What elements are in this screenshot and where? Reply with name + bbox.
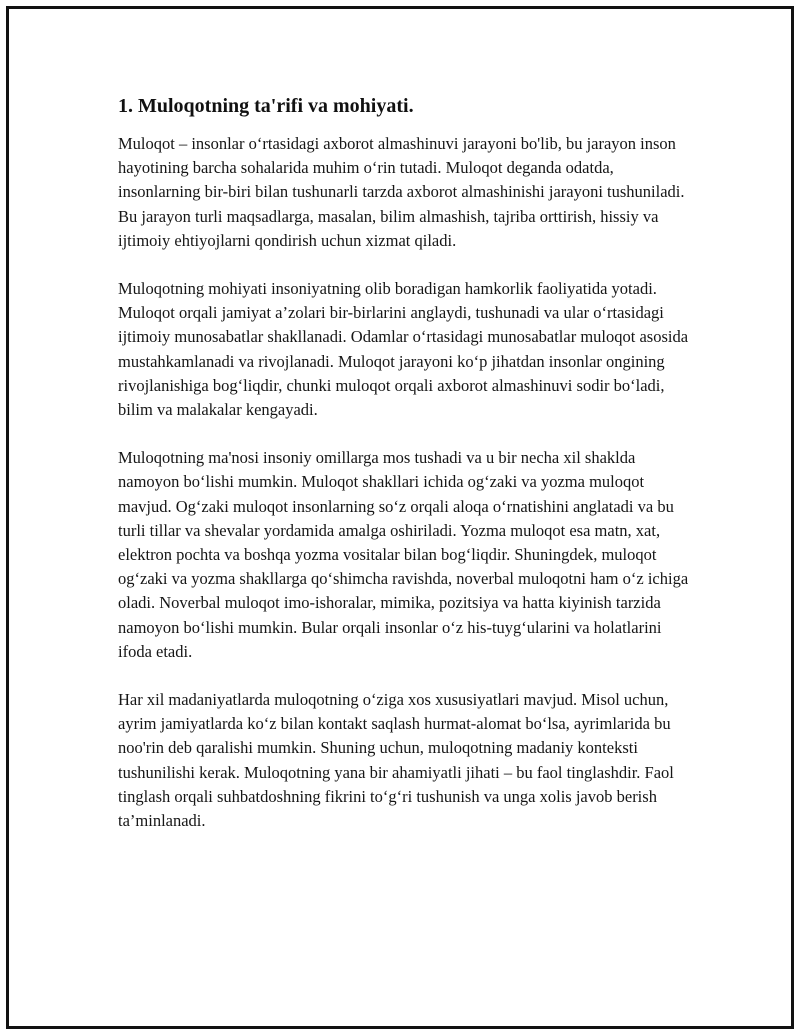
section-heading: 1. Muloqotning ta'rifi va mohiyati. — [118, 95, 414, 117]
paragraph-essence: Muloqotning mohiyati insoniyatning olib boradigan hamkorlik faoliyatida yotadi. Muloqot orqali jamiyat a’zolari bir-birlarini anglaydi, tushunadi va ular o‘rtasidagi ijtimoiy munosabatlar shakllanadi. Odamlar o‘rtasidagi munosabatlar muloqot asosida mustahkamlanadi va rivojlanadi. Muloqot jarayoni ko‘p jihatdan insonlar ongining rivojlanishiga bog‘liqdir, chunki muloqot orqali axborot almashinuvi sodir bo‘ladi, bilim va malakalar kengayadi. — [118, 279, 689, 420]
paragraph-culture: Har xil madaniyatlarda muloqotning o‘ziga xos xususiyatlari mavjud. Misol uchun, ayrim jamiyatlarda ko‘z bilan kontakt saqlash hurmat-alomat bo‘lsa, ayrimlarida bu noo'rin deb qaralishi mumkin. Shuning uchun, muloqotning madaniy konteksti tushunilishi kerak. Muloqotning yana bir ahamiyatli jihati – bu faol tinglashdir. Faol tinglash orqali suhbatdoshning fikrini to‘g‘ri tushunish va unga xolis javob berish ta’minlanadi. — [118, 690, 674, 831]
document-body — [118, 92, 690, 857]
paragraph-forms: Muloqotning ma'nosi insoniy omillarga mos tushadi va u bir necha xil shaklda namoyon bo‘lishi mumkin. Muloqot shakllari ichida og‘zaki va yozma muloqot mavjud. Og‘zaki muloqot insonlarning so‘z orqali aloqa o‘rnatishini anglatadi va bu turli tillar va shevalar yordamida amalga oshiriladi. Yozma muloqot esa matn, xat, elektron pochta va boshqa yozma vositalar bilan bog‘liqdir. Shuningdek, muloqot og‘zaki va yozma shakllarga qo‘shimcha ravishda, noverbal muloqotni ham o‘z ichiga oladi. Noverbal muloqot imo-ishoralar, mimika, pozitsiya va hatta kiyinish tarzida namoyon bo‘lishi mumkin. Bular orqali insonlar o‘z his-tuyg‘ularini va holatlarini ifoda etadi. — [118, 448, 689, 661]
paragraph-definition: Muloqot – insonlar o‘rtasidagi axborot almashinuvi jarayoni bo'lib, bu jarayon inson hayotining barcha sohalarida muhim o‘rin tutadi. Muloqot deganda odatda, insonlarning bir-biri bilan tushunarli tarzda axborot almashinishi jarayoni tushuniladi. Bu jarayon turli maqsadlarga, masalan, bilim almashish, tajriba orttirish, hissiy va ijtimoiy ehtiyojlarni qondirish uchun xizmat qiladi. — [118, 134, 685, 250]
